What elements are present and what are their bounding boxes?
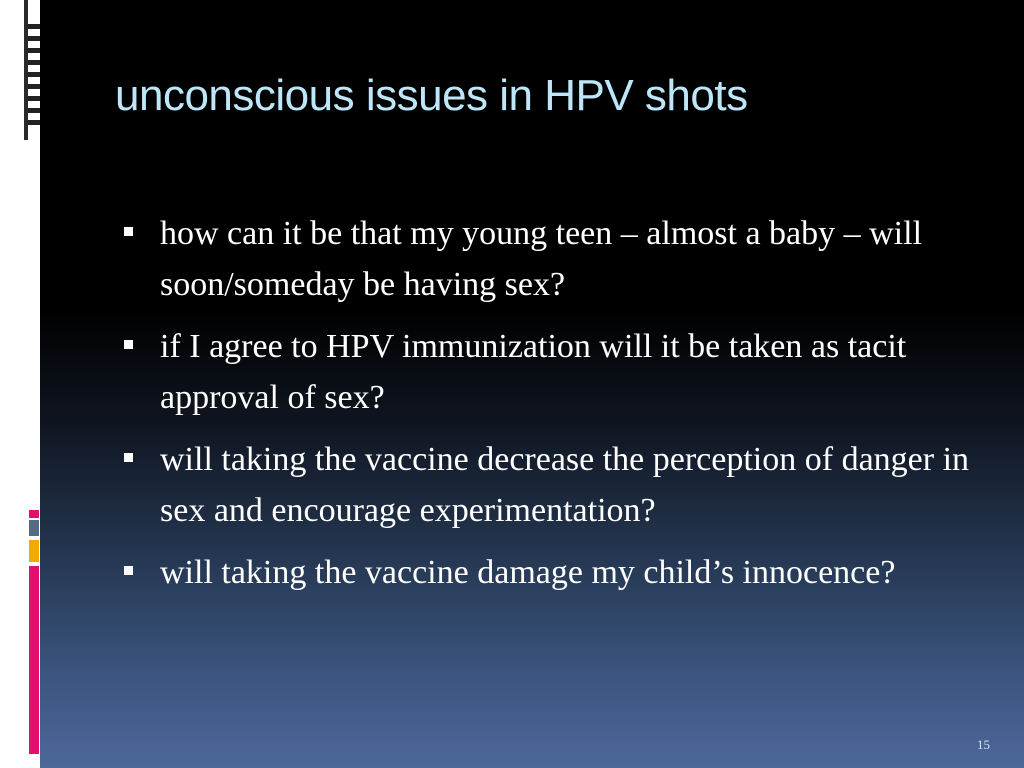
slide-title: unconscious issues in HPV shots xyxy=(115,71,748,120)
square-bullet-icon xyxy=(124,227,133,236)
decoration-bar xyxy=(28,120,40,125)
left-decoration-strip xyxy=(0,0,40,768)
accent-stripe-slate xyxy=(29,520,39,536)
decoration-bar xyxy=(28,48,40,53)
bullet-text: will taking the vaccine decrease the perception of danger in sex and encourage experimentation? xyxy=(160,441,970,529)
decoration-bar xyxy=(28,24,40,29)
bullet-item xyxy=(122,547,972,598)
square-bullet-icon xyxy=(124,566,133,575)
accent-stripe-pink-long xyxy=(29,566,39,754)
square-bullet-icon xyxy=(124,453,133,462)
bullet-item xyxy=(122,434,972,536)
bullet-text: will taking the vaccine damage my child’s innocence? xyxy=(160,554,896,591)
decoration-bar xyxy=(28,108,40,113)
bullet-item xyxy=(122,321,972,423)
bullet-text: how can it be that my young teen – almost a baby – will soon/someday be having sex? xyxy=(160,215,923,303)
bullet-list xyxy=(122,208,972,609)
accent-stripe-orange xyxy=(29,540,39,562)
decoration-bar xyxy=(28,36,40,41)
square-bullet-icon xyxy=(124,340,133,349)
decoration-bar xyxy=(28,60,40,65)
decoration-bar xyxy=(28,84,40,89)
bullet-text: if I agree to HPV immunization will it be taken as tacit approval of sex? xyxy=(160,328,907,416)
accent-stripe-pink xyxy=(29,510,39,518)
decoration-bar xyxy=(28,96,40,101)
decoration-vertical-bar xyxy=(24,0,28,140)
decoration-bar xyxy=(28,72,40,77)
bullet-item xyxy=(122,208,972,310)
slide-number: 15 xyxy=(977,737,990,752)
